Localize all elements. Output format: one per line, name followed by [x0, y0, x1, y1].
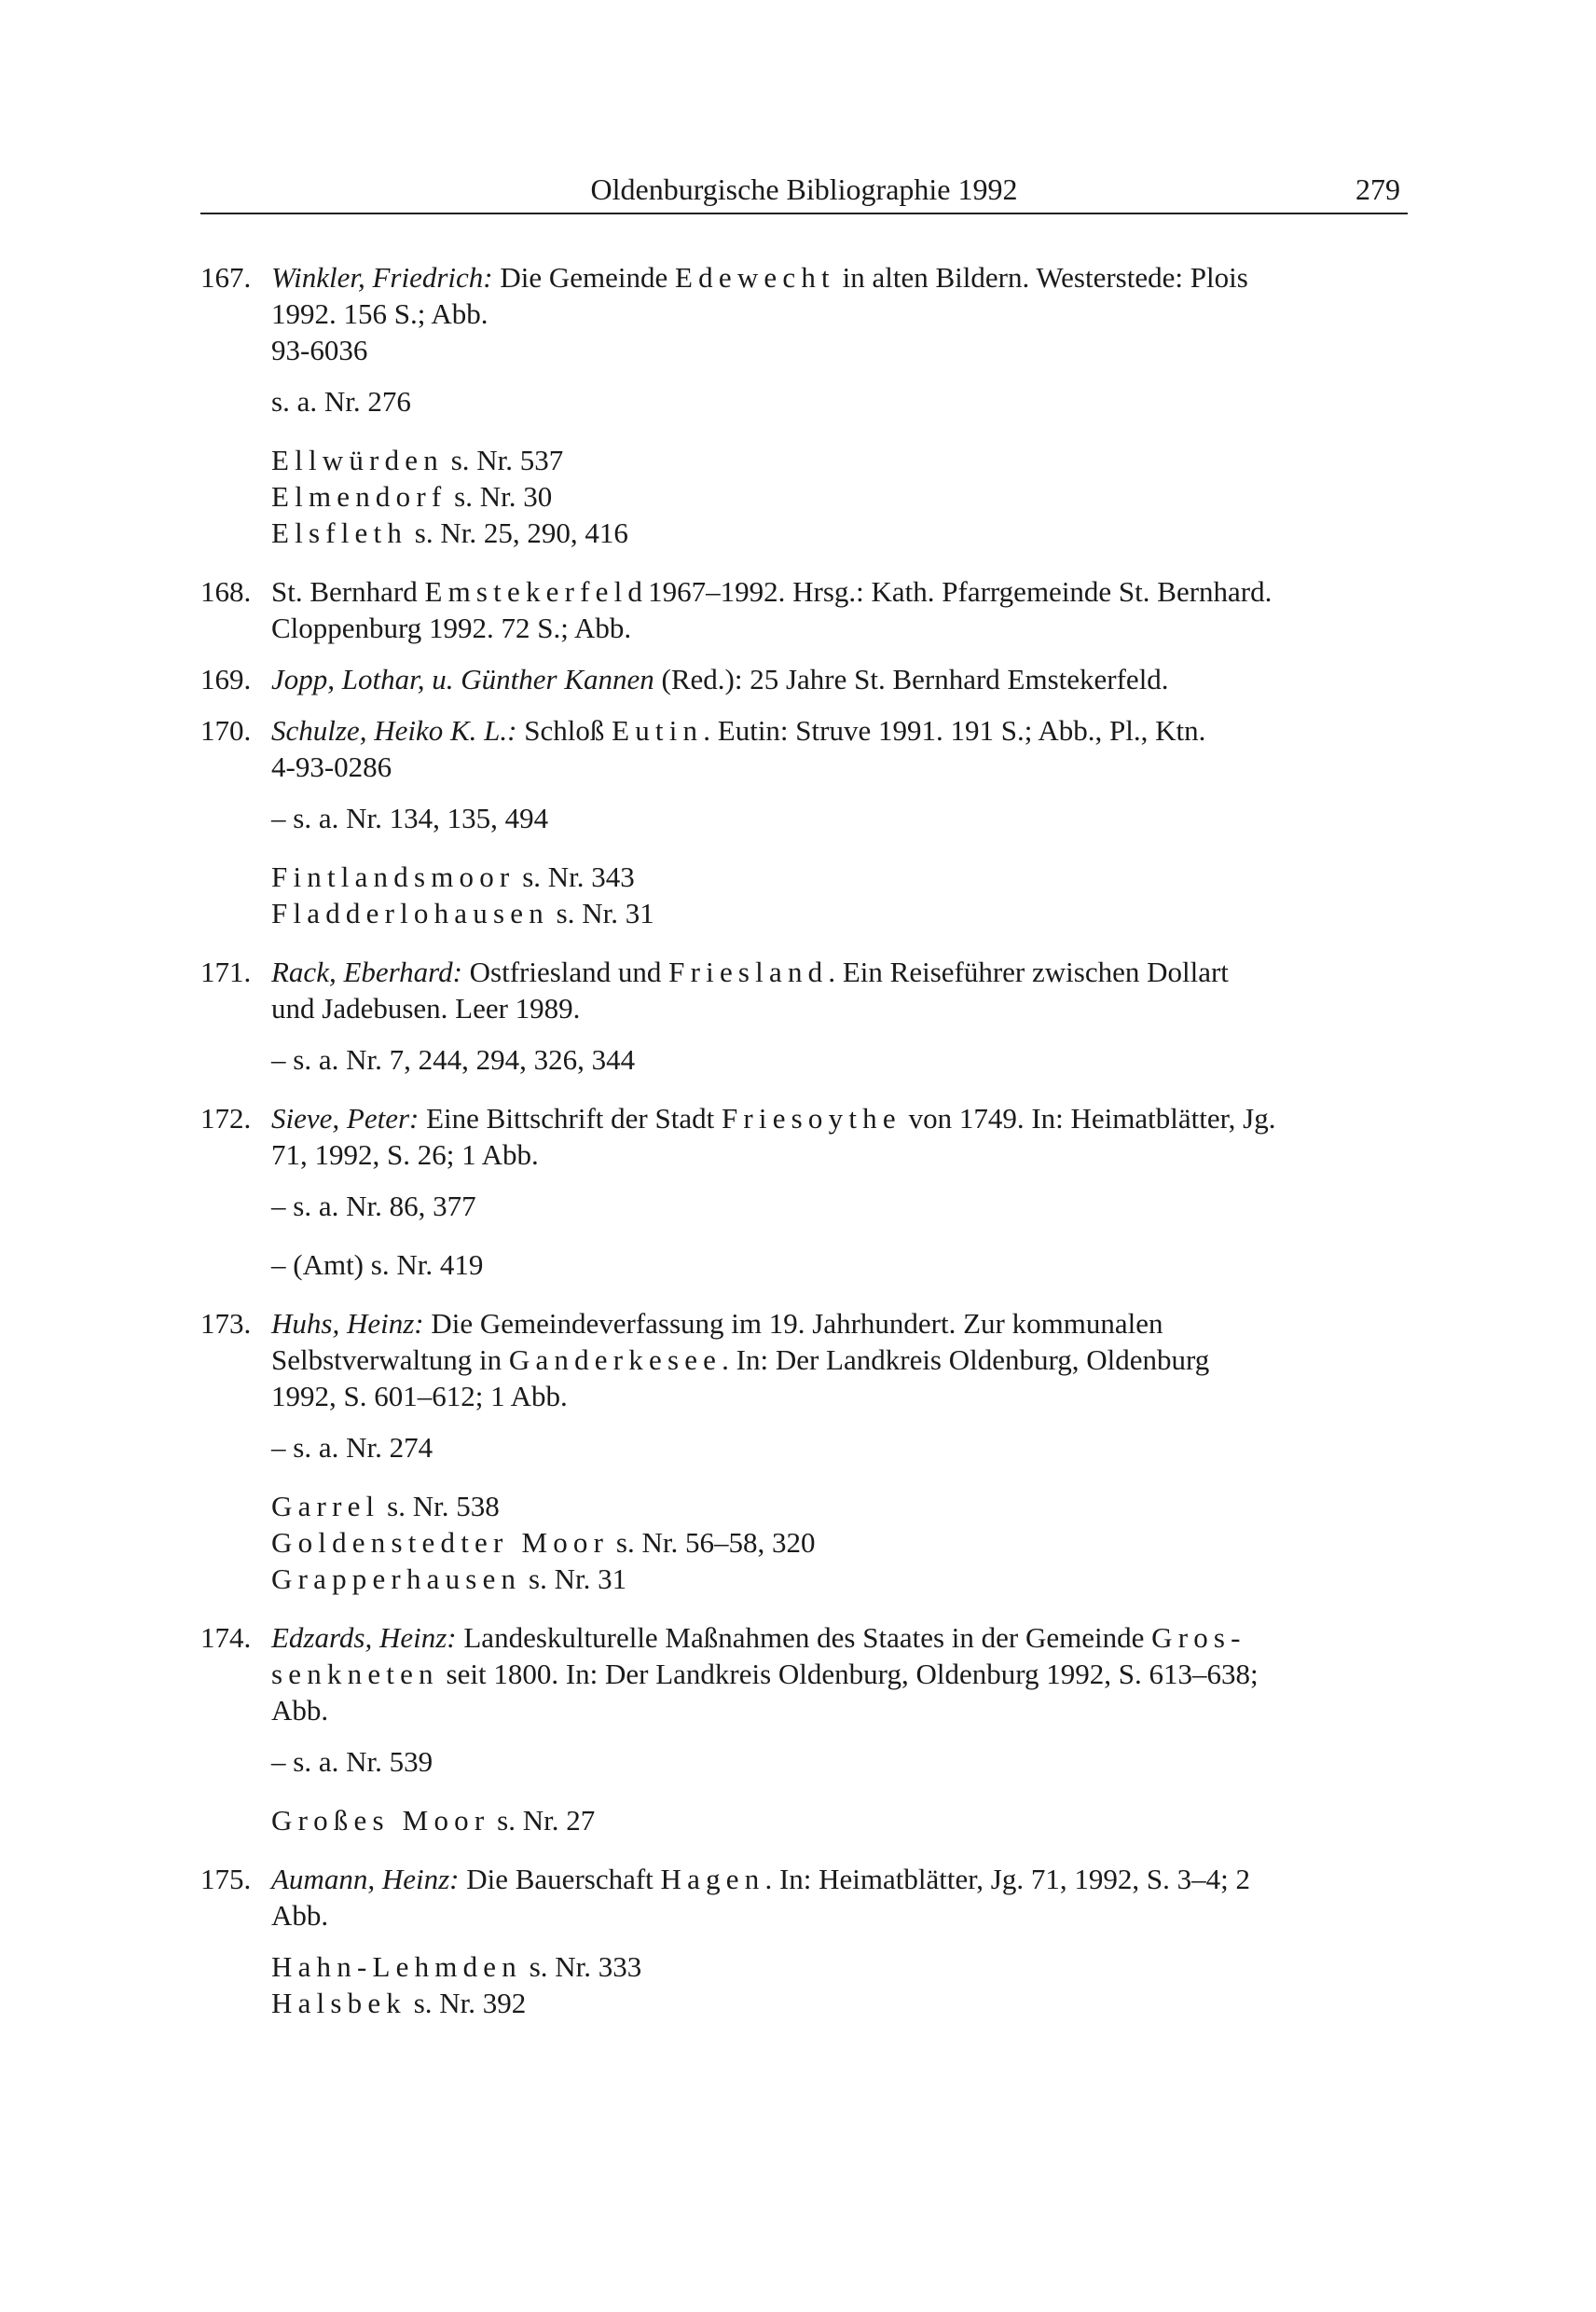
entry-author: Schulze, Heiko K. L.:	[271, 714, 517, 747]
place-name: Emstekerfeld	[424, 575, 649, 608]
cross-reference: – s. a. Nr. 134, 135, 494	[271, 802, 549, 834]
place-name: Goldenstedter Moor	[271, 1526, 610, 1559]
entry-author: Aumann, Heinz:	[271, 1863, 460, 1895]
entry-173: 173. Huhs, Heinz: Die Gemeindeverfassung im 19. Jahrhundert. Zur kommunalen Selbstverwaltung in Ganderkesee. In: Der Landkreis Oldenburg, Oldenburg 1992, S. 601–612; 1 Abb.	[200, 1307, 1210, 1412]
place-name: Elsfleth	[271, 516, 408, 549]
place-name: Hagen	[660, 1863, 765, 1895]
cross-reference: – s. a. Nr. 274	[271, 1431, 433, 1464]
place-index: Fintlandsmoor s. Nr. 343 Fladderlohausen s. Nr. 31	[271, 860, 654, 929]
shelf-number: 93-6036	[271, 334, 368, 366]
running-title: Oldenburgische Bibliographie 1992	[590, 172, 1018, 206]
entry-170: 170. Schulze, Heiko K. L.: Schloß Eutin. Eutin: Struve 1991. 191 S.; Abb., Pl., Ktn. 4-93-0286	[200, 712, 1408, 785]
entry-number: 172.	[200, 1102, 252, 1135]
entry-168: 168. St. Bernhard Emstekerfeld1967–1992. Hrsg.: Kath. Pfarrgemeinde St. Bernhard. Cloppenburg 1992. 72 S.; Abb.	[200, 575, 1273, 644]
entry-171: 171. Rack, Eberhard: Ostfriesland und Friesland. Ein Reiseführer zwischen Dollart und Jadebusen. Leer 1989.	[200, 956, 1229, 1025]
entry-number: 170.	[200, 714, 252, 747]
page-header	[200, 166, 1408, 214]
place-name: Elmendorf	[271, 480, 447, 513]
cross-reference: – s. a. Nr. 539	[271, 1745, 433, 1778]
entry-author: Rack, Eberhard:	[271, 956, 462, 988]
entry-author: Jopp, Lothar, u. Günther Kannen	[271, 663, 654, 695]
place-name: senkneten	[271, 1658, 439, 1690]
place-index: Großes Moor s. Nr. 27	[271, 1804, 596, 1837]
entry-175: 175. Aumann, Heinz: Die Bauerschaft Hagen. In: Heimatblätter, Jg. 71, 1992, S. 3–4; 2 Abb.	[200, 1863, 1250, 1932]
cross-reference: s. a. Nr. 276	[271, 385, 411, 418]
place-name: Friesland	[668, 956, 829, 988]
cross-reference: – s. a. Nr. 86, 377	[271, 1190, 476, 1222]
place-name: Eutin	[612, 714, 704, 747]
bibliography-entries	[200, 259, 1408, 2044]
cross-reference: – (Amt) s. Nr. 419	[271, 1248, 484, 1281]
entry-174: 174. Edzards, Heinz: Landeskulturelle Maßnahmen des Staates in der Gemeinde Gros- senkneten seit 1800. In: Der Landkreis Oldenburg, Oldenburg 1992, S. 613–638; Abb.	[200, 1621, 1259, 1727]
place-index: Garrel s. Nr. 538 Goldenstedter Moor s. Nr. 56–58, 320 Grapperhausen s. Nr. 31	[271, 1490, 816, 1595]
entry-172: 172. Sieve, Peter: Eine Bittschrift der Stadt Friesoythe von 1749. In: Heimatblätter, Jg. 71, 1992, S. 26; 1 Abb.	[200, 1102, 1276, 1171]
entry-number: 175.	[200, 1863, 252, 1895]
page-number: 279	[1355, 172, 1400, 206]
entry-author: Winkler, Friedrich:	[271, 261, 493, 294]
shelf-number: 4-93-0286	[271, 750, 392, 783]
place-name: Garrel	[271, 1490, 380, 1522]
place-name: Halsbek	[271, 1987, 406, 2019]
place-name: Großes Moor	[271, 1804, 490, 1837]
place-name: Gros-	[1151, 1621, 1246, 1654]
entry-number: 167.	[200, 261, 252, 294]
entry-number: 171.	[200, 956, 252, 988]
entry-number: 169.	[200, 663, 252, 695]
place-name: Friesoythe	[721, 1102, 901, 1135]
entry-author: Sieve, Peter:	[271, 1102, 420, 1135]
place-name: Ellwürden	[271, 444, 444, 476]
place-name: Grapperhausen	[271, 1562, 522, 1595]
entry-author: Edzards, Heinz:	[271, 1621, 457, 1654]
place-name: Fintlandsmoor	[271, 860, 516, 893]
place-name: Edewecht	[675, 261, 835, 294]
place-name: Ganderkesee	[508, 1343, 722, 1376]
entry-167: 167. Winkler, Friedrich: Die Gemeinde Edewecht in alten Bildern. Westerstede: Plois 1992. 156 S.; Abb. 93-6036	[200, 259, 1408, 368]
entry-number: 174.	[200, 1621, 252, 1654]
place-name: Fladderlohausen	[271, 897, 549, 929]
entry-number: 168.	[200, 575, 252, 608]
entry-169: 169. Jopp, Lothar, u. Günther Kannen (Red.): 25 Jahre St. Bernhard Emstekerfeld.	[200, 663, 1169, 695]
place-index: Ellwürden s. Nr. 537 Elmendorf s. Nr. 30 Elsfleth s. Nr. 25, 290, 416	[271, 444, 628, 549]
entry-number: 173.	[200, 1307, 252, 1340]
place-index: Hahn-Lehmden s. Nr. 333 Halsbek s. Nr. 392	[271, 1950, 642, 2019]
cross-reference: – s. a. Nr. 7, 244, 294, 326, 344	[271, 1043, 636, 1076]
entry-author: Huhs, Heinz:	[271, 1307, 424, 1340]
place-name: Hahn-Lehmden	[271, 1950, 522, 1983]
